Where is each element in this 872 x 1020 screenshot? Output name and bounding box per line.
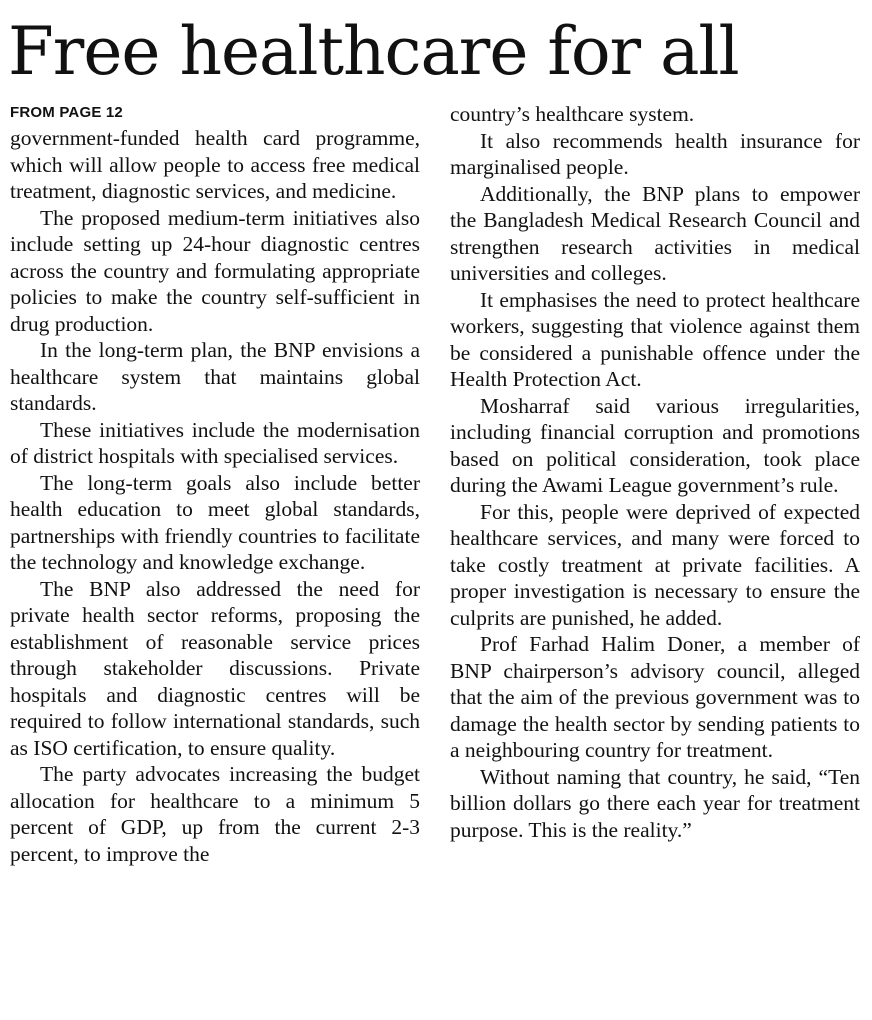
- paragraph: These initiatives include the modernisation of district hospitals with specialised services.: [10, 417, 420, 468]
- paragraph: Without naming that country, he said, “Ten billion dollars go there each year for treatment purpose. This is the reality.”: [450, 764, 860, 842]
- paragraph: Mosharraf said various irregularities, including financial corruption and promotions based on political consideration, took place during the Awami League government’s rule.: [450, 393, 860, 497]
- paragraph: The party advocates increasing the budget allocation for healthcare to a minimum 5 percent of GDP, up from the current 2-3 percent, to improve the: [10, 762, 420, 866]
- paragraph: The BNP also addressed the need for private health sector reforms, proposing the establishment of reasonable service prices through stakeholder discussions. Private hospitals and diagnostic centres will be required to follow international standards, such as ISO certification, to ensure quality.: [10, 576, 420, 760]
- paragraph: Additionally, the BNP plans to empower the Bangladesh Medical Research Council and strengthen research activities in medical universities and colleges.: [450, 181, 860, 285]
- paragraph: Prof Farhad Halim Doner, a member of BNP chairperson’s advisory council, alleged that the aim of the previous government was to damage the health sector by sending patients to a neighbouring country for treatment.: [450, 632, 860, 762]
- headline: Free healthcare for all: [8, 13, 739, 90]
- paragraph: government-funded health card programme, which will allow people to access free medical treatment, diagnostic services, and medicine.: [10, 126, 420, 203]
- paragraph: In the long-term plan, the BNP envisions a healthcare system that maintains global standards.: [10, 338, 420, 415]
- paragraph: The proposed medium-term initiatives also include setting up 24-hour diagnostic centres across the country and formulating appropriate policies to make the country self-sufficient in drug production.: [10, 205, 420, 336]
- paragraph: For this, people were deprived of expected healthcare services, and many were forced to take costly treatment at private facilities. A proper investigation is necessary to ensure the culprits are punished, he added.: [450, 499, 860, 630]
- paragraph: It also recommends health insurance for marginalised people.: [450, 128, 860, 179]
- article-column-right: [450, 101, 860, 843]
- jump-line: FROM PAGE 12: [10, 104, 123, 121]
- paragraph: country’s healthcare system.: [450, 102, 695, 126]
- paragraph: The long-term goals also include better health education to meet global standards, partnerships with friendly countries to facilitate the technology and knowledge exchange.: [10, 470, 420, 574]
- article-column-left: [10, 101, 420, 867]
- paragraph: It emphasises the need to protect healthcare workers, suggesting that violence against them be considered a punishable offence under the Health Protection Act.: [450, 287, 860, 391]
